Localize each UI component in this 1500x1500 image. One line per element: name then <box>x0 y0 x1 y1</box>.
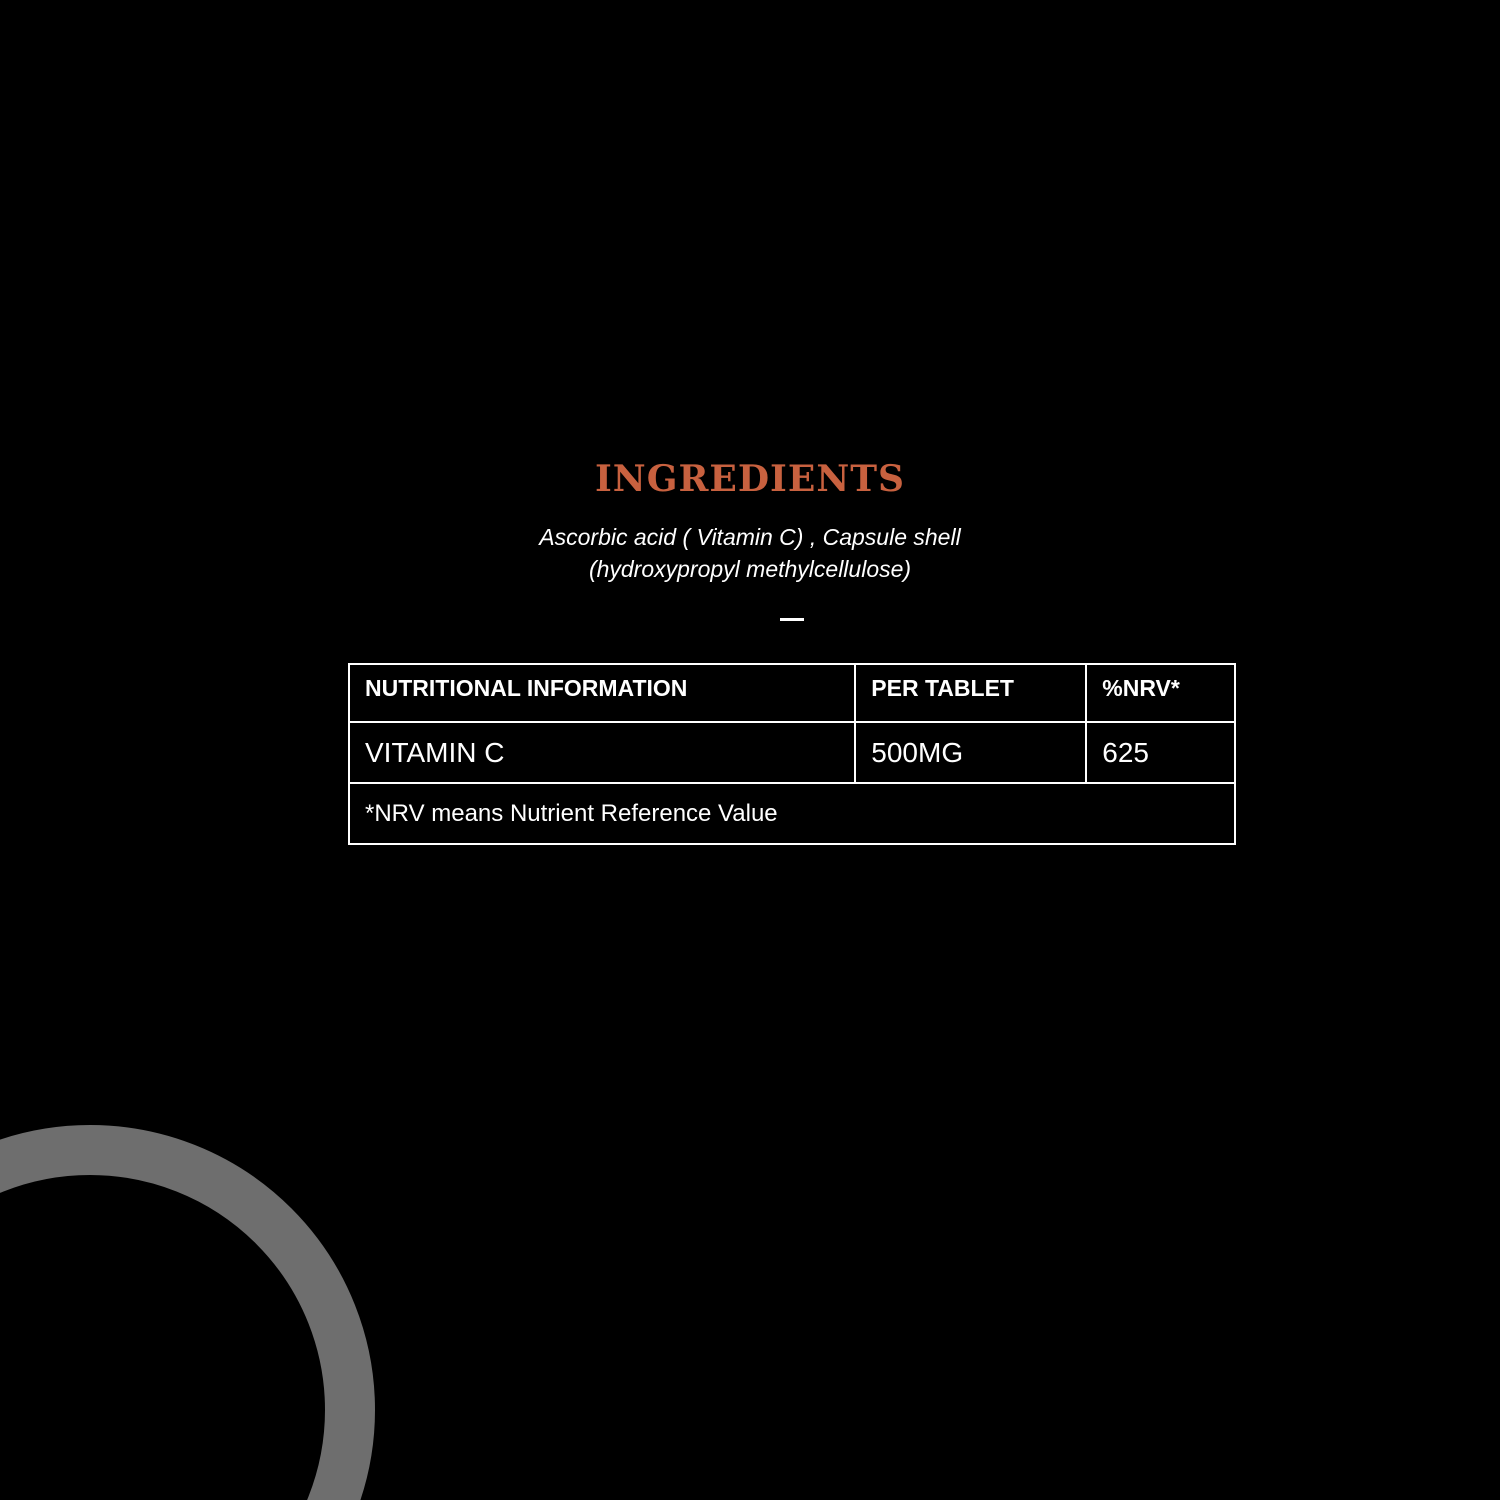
decorative-ring <box>0 1110 400 1500</box>
ingredients-heading: INGREDIENTS <box>594 458 906 500</box>
nrv-footnote: *NRV means Nutrient Reference Value <box>349 783 1235 844</box>
ingredients-list <box>0 521 1500 585</box>
table-header-row <box>349 664 1235 722</box>
ring-arc <box>0 1150 350 1500</box>
nutrition-table <box>348 663 1236 845</box>
ingredients-line-2: (hydroxypropyl methylcellulose) <box>588 556 912 582</box>
header-nrv: %NRV* <box>1086 664 1235 722</box>
header-nutritional-information: NUTRITIONAL INFORMATION <box>349 664 855 722</box>
divider <box>780 618 804 621</box>
nutrient-name: VITAMIN C <box>349 722 855 783</box>
nutrient-nrv: 625 <box>1086 722 1235 783</box>
table-row <box>349 722 1235 783</box>
nutrient-amount: 500MG <box>855 722 1086 783</box>
table-footnote-row <box>349 783 1235 844</box>
ingredients-line-1: Ascorbic acid ( Vitamin C) , Capsule shell <box>539 524 961 550</box>
header-per-tablet: PER TABLET <box>855 664 1086 722</box>
